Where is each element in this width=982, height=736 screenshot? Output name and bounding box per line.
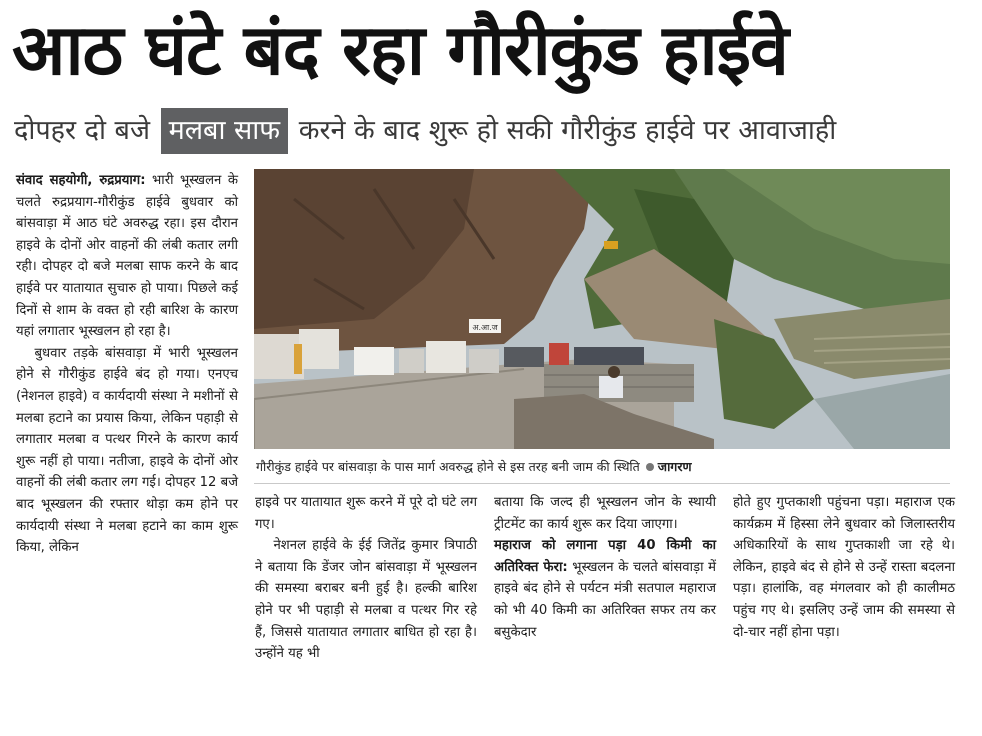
caption-text: गौरीकुंड हाईवे पर बांसवाड़ा के पास मार्ग अवरुद्ध होने से इस तरह बनी जाम की स्थिति <box>256 459 640 474</box>
subheadline-lead: दोपहर दो बजे <box>14 115 150 146</box>
article-paragraph: बताया कि जल्द ही भूस्खलन जोन के स्थायी ट्रीटमेंट का कार्य शुरू कर दिया जाएगा। <box>494 495 716 532</box>
subheadline-highlight: मलबा साफ <box>161 108 289 154</box>
article-column-1 <box>16 170 238 700</box>
article-column-3 <box>494 492 716 702</box>
paragraph-text: भूस्खलन के चलते बांसवाड़ा में हाइवे बंद होने से पर्यटन मंत्री सतपाल महाराज को भी 40 किमी का अतिरिक्त सफर तय कर बसुकेदार <box>494 559 716 640</box>
traffic-jam-landslide-photo <box>254 169 950 449</box>
article-paragraph <box>16 170 238 343</box>
article-paragraph: बुधवार तड़के बांसवाड़ा में भारी भूस्खलन होने से गौरीकुंड हाईवे बंद हो गया। एनएच (नेशनल हाइवे) व कार्यदायी संस्था ने मशीनों से मलबा हटाने का प्रयास किया, लेकिन पहाड़ी से लगातार मलबा व पत्थर गिरने के कारण कार्य शुरू नहीं हो पाया। नतीजा, हाइवे के दोनों ओर वाहनों की लंबी कतार लग गई। दोपहर 12 बजे बाद भूस्खलन की रफ्तार थोड़ा कम होने पर कार्यदायी संस्था ने मलबा हटाने का काम शुरू किया, लेकिन <box>16 345 238 556</box>
paragraph-text: भारी भूस्खलन के चलते रुद्रप्रयाग-गौरीकुंड हाईवे बुधवार को बांसवाड़ा में आठ घंटे अवरुद्ध रहा। इस दौरान हाइवे के दोनों ओर वाहनों की लंबी कतार लगी रही। दोपहर दो बजे मलबा साफ करने के बाद हाईवे पर यातायात सुचारु हो पाया। पिछले कई दिनों से शाम के वक्त हो रही बारिश के कारण यहां लगातार भूस्खलन हो रहा है। <box>16 173 238 340</box>
subheadline <box>14 108 974 154</box>
article-paragraph: होते हुए गुप्तकाशी पहुंचना पड़ा। महाराज एक कार्यक्रम में हिस्सा लेने बुधवार को जिलास्तरीय अधिकारियों के साथ गुप्तकाशी जा रहे थे। लेकिन, हाइवे बंद से होने से उन्हें रास्ता बदलना पड़ा। हालांकि, वह मंगलवार को ही कालीमठ पहुंच गए थे। इसलिए उन्हें जाम की समस्या से दो-चार नहीं होना पड़ा। <box>733 495 955 640</box>
headline: आठ घंटे बंद रहा गौरीकुंड हाईवे <box>12 9 788 91</box>
byline: संवाद सहयोगी, रुद्रप्रयाग: <box>16 173 146 188</box>
news-photo <box>254 169 950 449</box>
road-sign-text: अ.आ.ज <box>472 323 498 332</box>
article-column-2 <box>255 492 477 702</box>
subheadline-rest: करने के बाद शुरू हो सकी गौरीकुंड हाईवे पर आवाजाही <box>298 115 837 146</box>
photo-caption <box>256 456 950 478</box>
article-paragraph: हाइवे पर यातायात शुरू करने में पूरे दो घंटे लग गए। <box>255 495 477 532</box>
credit-bullet-icon <box>646 463 654 471</box>
photo-credit: जागरण <box>657 459 692 474</box>
article-paragraph: नेशनल हाईवे के ईई जितेंद्र कुमार त्रिपाठी ने बताया कि डेंजर जोन बांसवाड़ा में भूस्खलन की समस्या बराबर बनी हुई है। हल्की बारिश होने पर भी पहाड़ी से मलबा व पत्थर गिर रहे हैं, जिससे यातायात लगातार बाधित हो रहा है। उन्होंने यह भी <box>255 538 477 662</box>
article-column-4 <box>733 492 955 702</box>
section-subheading: महाराज को लगाना पड़ा 40 किमी का अतिरिक्त फेरा: <box>494 538 716 575</box>
article-paragraph <box>494 535 716 643</box>
caption-divider <box>254 483 950 484</box>
